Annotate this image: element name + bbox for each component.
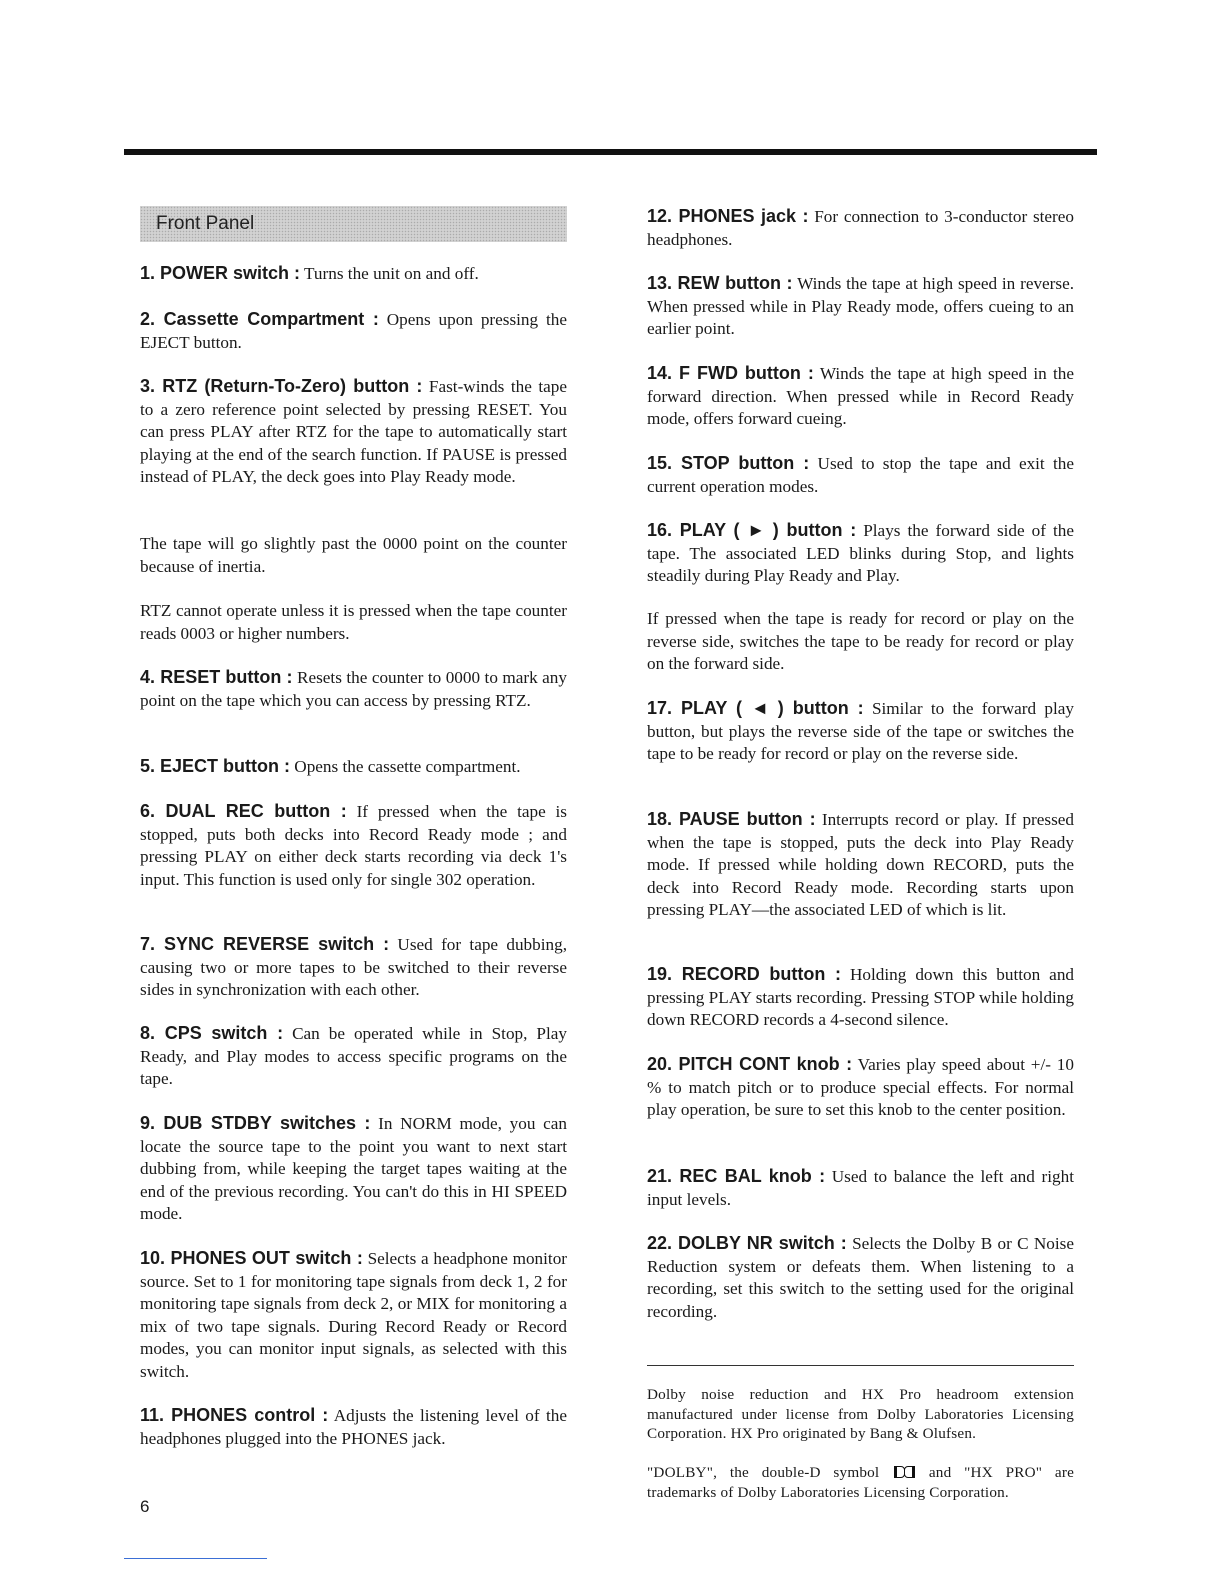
entry-eject-button: 5. EJECT button : Opens the cassette compartment.	[140, 756, 521, 776]
entry-rew-button: 13. REW button : Winds the tape at high speed in reverse. When pressed while in Play Ready mode, offers cueing to an earlier point.	[647, 273, 1075, 338]
entry-sync-reverse-switch: 7. SYNC REVERSE switch : Used for tape dubbing, causing two or more tapes to be switched to their reverse sides in synchronization with each other.	[140, 934, 567, 999]
section-header	[140, 206, 567, 242]
entry-dual-rec-button: 6. DUAL REC button : If pressed when the tape is stopped, puts both decks into Record Ready mode ; and pressing PLAY on either deck starts recording via deck 1's input. This function is used only for single 302 operation.	[140, 801, 567, 889]
entry-cassette-compartment: 2. Cassette Compartment : Opens upon pressing the EJECT button.	[140, 309, 568, 352]
footnote-license: Dolby noise reduction and HX Pro headroom extension manufactured under license from Dolby Laboratories Licensing Corporation. HX Pro originated by Bang & Olufsen.	[647, 1386, 1074, 1442]
double-d-symbol-icon	[894, 1466, 914, 1478]
entry-pitch-cont-knob: 20. PITCH CONT knob : Varies play speed about +/- 10 % to match pitch or to produce special effects. For normal play operation, be sure to set this knob to the center position.	[647, 1054, 1074, 1119]
page-number: 6	[140, 1497, 150, 1516]
bottom-rule	[124, 1558, 267, 1559]
entry-rtz-note-inertia: The tape will go slightly past the 0000 point on the counter because of inertia.	[140, 534, 567, 576]
entry-phones-control: 11. PHONES control : Adjusts the listening level of the headphones plugged into the PHONES jack.	[140, 1405, 567, 1448]
entry-f-fwd-button: 14. F FWD button : Winds the tape at high speed in the forward direction. When pressed while in Record Ready mode, offers forward cueing.	[647, 363, 1075, 428]
entry-dub-stdby-switches: 9. DUB STDBY switches : In NORM mode, you can locate the source tape to the point you want to next start dubbing from, while keeping the target tapes waiting at the end of the previous recording. You can't do this in HI SPEED mode.	[140, 1113, 567, 1223]
entry-rec-bal-knob: 21. REC BAL knob : Used to balance the left and right input levels.	[647, 1166, 1074, 1209]
top-rule	[124, 149, 1097, 155]
entry-power-switch: 1. POWER switch : Turns the unit on and off.	[140, 263, 479, 283]
entry-pause-button: 18. PAUSE button : Interrupts record or play. If pressed when the tape is stopped, puts the deck into Play Ready mode. If pressed while holding down RECORD, puts the deck into Record Ready mode. Recording starts upon pressing PLAY—the associated LED of which is lit.	[647, 809, 1075, 919]
entry-phones-out-switch: 10. PHONES OUT switch : Selects a headphone monitor source. Set to 1 for monitoring tape signals from deck 1, 2 for monitoring tape signals from deck 2, or MIX for monitoring a mix of two tape signals. During Record Ready or Record modes, you can monitor input signals, as selected with this switch.	[140, 1248, 568, 1381]
entry-dolby-nr-switch: 22. DOLBY NR switch : Selects the Dolby B or C Noise Reduction system or defeats them. When listening to a recording, set this switch to the setting used for the original recording.	[647, 1233, 1074, 1321]
entry-rtz-button: 3. RTZ (Return-To-Zero) button : Fast-winds the tape to a zero reference point selected by pressing RESET. You can press PLAY after RTZ for the tape to automatically start playing at the end of the search function. If PAUSE is pressed instead of PLAY, the deck goes into Play Ready mode.	[140, 376, 567, 486]
entry-phones-jack: 12. PHONES jack : For connection to 3-conductor stereo headphones.	[647, 206, 1074, 249]
entry-rtz-note-counter: RTZ cannot operate unless it is pressed when the tape counter reads 0003 or higher numbers.	[140, 601, 567, 643]
section-title: Front Panel	[156, 213, 255, 234]
entry-play-reverse-button: 17. PLAY ( ◄ ) button : Similar to the forward play button, but plays the reverse side of the tape or switches the tape to be ready for record or play on the reverse side.	[647, 698, 1074, 763]
entry-play-forward-button: 16. PLAY ( ► ) button : Plays the forward side of the tape. The associated LED blinks during Stop, and lights steadily during Play Ready and Play.	[647, 520, 1074, 585]
entry-cps-switch: 8. CPS switch : Can be operated while in Stop, Play Ready, and Play modes to access specific programs on the tape.	[140, 1023, 567, 1088]
entry-stop-button: 15. STOP button : Used to stop the tape and exit the current operation modes.	[647, 453, 1074, 496]
footnote-divider	[647, 1365, 1074, 1366]
entry-record-button: 19. RECORD button : Holding down this button and pressing PLAY starts recording. Pressing STOP while holding down RECORD records a 4-second silence.	[647, 964, 1075, 1029]
entry-reset-button: 4. RESET button : Resets the counter to 0000 to mark any point on the tape which you can access by pressing RTZ.	[140, 667, 567, 710]
footnote-trademarks: "DOLBY", the double-D symbol and "HX PRO" are trademarks of Dolby Laboratories Licensing Corporation.	[647, 1464, 1075, 1501]
entry-play-forward-note: If pressed when the tape is ready for record or play on the reverse side, switches the tape to be ready for record or play on the forward side.	[647, 609, 1074, 673]
